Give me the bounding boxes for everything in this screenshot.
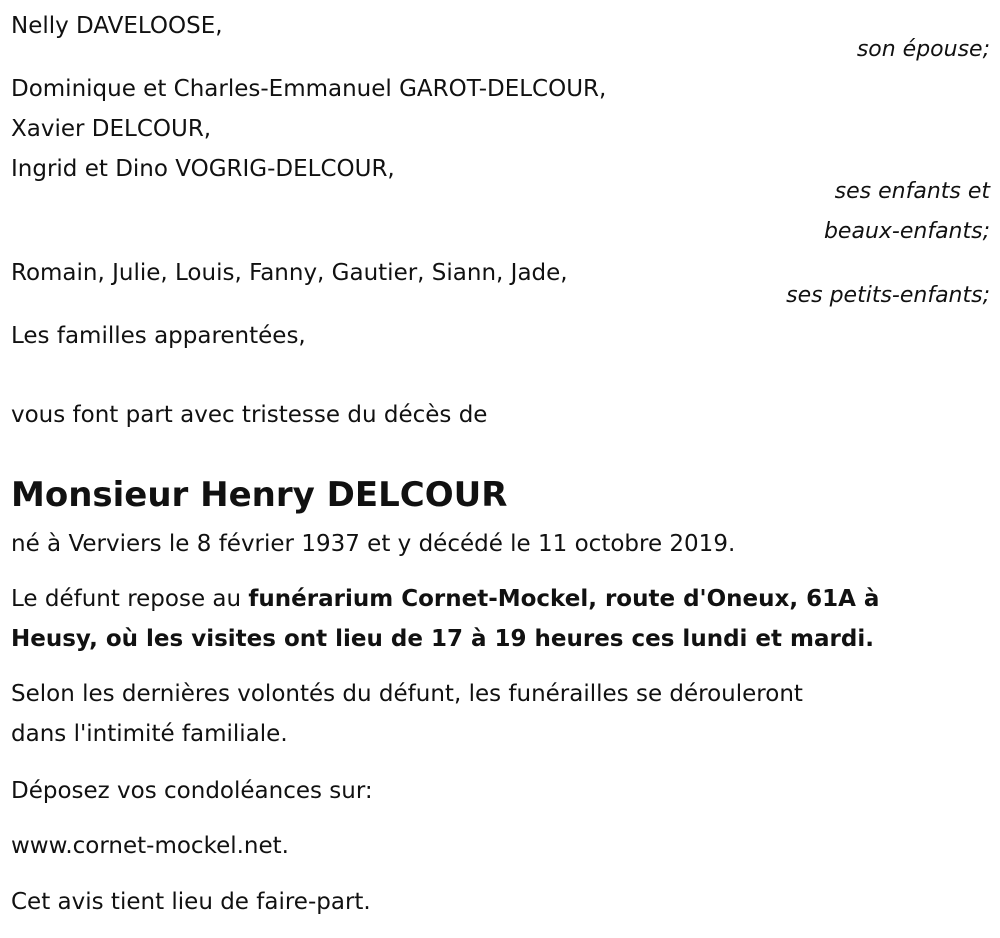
relatives: Les familles apparentées, (11, 323, 306, 349)
repose-intro: Le défunt repose au (11, 586, 249, 612)
spouse-role: son épouse; (856, 37, 990, 62)
child-line: Ingrid et Dino VOGRIG-DELCOUR, (11, 156, 395, 182)
grandchildren-names: Romain, Julie, Louis, Fanny, Gautier, Siann, Jade, (11, 260, 568, 286)
deceased-name: Monsieur Henry DELCOUR (11, 475, 508, 515)
child-line: Xavier DELCOUR, (11, 116, 212, 142)
grandchildren-role: ses petits-enfants; (786, 283, 990, 308)
wishes-line: dans l'intimité familiale. (11, 721, 288, 747)
wishes-line: Selon les dernières volontés du défunt, les funérailles se dérouleront (11, 681, 803, 707)
birth-death-info: né à Verviers le 8 février 1937 et y décédé le 11 octobre 2019. (11, 531, 736, 557)
children-role: ses enfants et (834, 179, 990, 204)
repose-location: funérarium Cornet-Mockel, route d'Oneux, 61A à (248, 586, 880, 612)
announcement-text: vous font part avec tristesse du décès de (11, 402, 488, 428)
repose-line-2: Heusy, où les visites ont lieu de 17 à 19 heures ces lundi et mardi. (11, 626, 874, 652)
website-text: www.cornet-mockel.net. (11, 833, 289, 859)
closing-text: Cet avis tient lieu de faire-part. (11, 889, 371, 915)
repose-line-1 (11, 585, 879, 613)
condolences-text: Déposez vos condoléances sur: (11, 778, 373, 804)
child-line: Dominique et Charles-Emmanuel GAROT-DELCOUR, (11, 76, 607, 102)
children-role: beaux-enfants; (823, 219, 990, 244)
spouse-name: Nelly DAVELOOSE, (11, 13, 223, 39)
